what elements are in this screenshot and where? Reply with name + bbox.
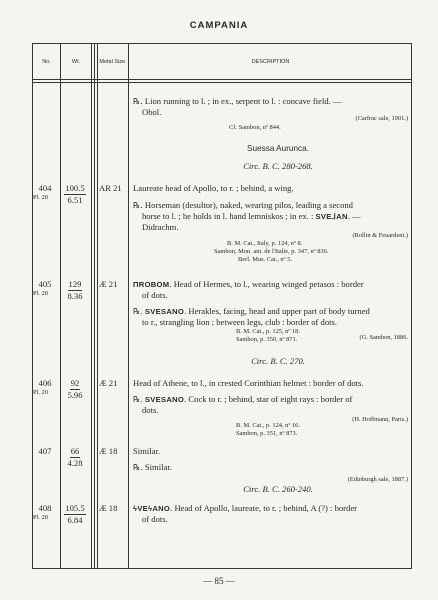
text: Horseman (desultor), naked, wearing pilos, leading a second [144, 200, 353, 210]
entry-404-ref-1: B. M. Cat., Italy, p. 124, nº 8. [227, 240, 303, 247]
weight-grains: 92 [70, 378, 80, 388]
entry-404-obverse: Laureate head of Apollo, to r. ; behind, a wing. [133, 183, 294, 193]
entry-406-plate: Pl. 20 [33, 389, 48, 396]
col-rule [97, 44, 98, 568]
header-rule [33, 79, 411, 83]
entry-404-no: 404 [38, 183, 52, 193]
reverse-mark: ℞. [133, 307, 143, 316]
entry-406-ref-2: Sambon, p. 351, nº 873. [236, 430, 298, 437]
legend: SVESANO [144, 395, 185, 404]
entry-404-reverse-line1 [133, 200, 353, 211]
weight-grains: 66 [70, 446, 80, 456]
entry-408-weight-grams: 6.84 [67, 515, 83, 525]
entry-404-ref-3: Berl. Mus. Cat., nº 5. [238, 256, 292, 263]
entry-406-weight [61, 378, 89, 390]
entry-404-metal: AR 21 [99, 183, 122, 193]
weight-grains: 129 [68, 279, 82, 289]
entry-407-weight-grams: 4.28 [67, 458, 83, 468]
entry-405-plate: Pl. 20 [33, 290, 48, 297]
entry-404-reverse-line2 [142, 211, 361, 222]
col-header-metal: Metal Size. [99, 58, 127, 65]
entry-404-source: (Rollin & Feuardent.) [352, 232, 408, 239]
entry-404-weight-grams: 6.51 [67, 195, 83, 205]
entry-405-reverse-line1 [133, 306, 370, 317]
entry-406-reverse-line2: dots. [142, 405, 159, 415]
continuation-reverse-line1 [133, 96, 342, 107]
continuation-source: (Carfrac sale, 1901.) [355, 115, 408, 122]
entry-405-source: (G. Sambon, 1886. [359, 334, 408, 341]
date-heading-3: Circ. B. C. 260-240. [243, 484, 313, 494]
entry-407-metal: Æ 18 [99, 446, 118, 456]
legend: SVE⅃AN [315, 212, 348, 221]
entry-406-weight-grams: 5.96 [67, 390, 83, 400]
entry-404-plate: Pl. 20 [33, 194, 48, 201]
col-header-wt: Wt. [71, 58, 81, 65]
entry-405-reverse-line2: to r., strangling lion ; between legs, club : border of dots. [142, 317, 337, 327]
legend: SVESANO [144, 307, 185, 316]
col-header-description: DESCRIPTION [251, 58, 290, 65]
entry-408-metal: Æ 18 [99, 503, 118, 513]
entry-407-reverse [133, 462, 172, 473]
entry-405-weight [61, 279, 89, 291]
entry-407-no: 407 [38, 446, 52, 456]
entry-408-plate: Pl. 20 [33, 514, 48, 521]
mint-heading: Suessa Aurunca. [247, 144, 309, 153]
entry-404-reverse-line3: Didrachm. [142, 222, 179, 232]
entry-406-reverse-line1 [133, 394, 352, 405]
legend: ϟVEϟANO [133, 504, 171, 513]
reverse-mark: ℞. [133, 463, 143, 472]
entry-407-source: (Edinburgh sale, 1887.) [347, 476, 408, 483]
reverse-mark: ℞. [133, 97, 143, 106]
entry-405-metal: Æ 21 [99, 279, 118, 289]
entry-406-metal: Æ 21 [99, 378, 118, 388]
entry-405-obverse-line1 [133, 279, 364, 290]
entry-405-no: 405 [38, 279, 52, 289]
legend: ΠROBOM [133, 280, 170, 289]
col-rule [60, 44, 61, 568]
entry-406-ref-1: B. M. Cat., p. 124, nº 16. [236, 422, 300, 429]
text: . — [347, 211, 361, 221]
entry-404-ref-2: Sambon, Mon. ant. de l'Italie, p. 347, nº 836. [214, 248, 329, 255]
text: . Head of Hermes, to l., wearing winged petasos : border [169, 279, 364, 289]
text: Lion running to l. ; in ex., serpent to l. : concave field. — [144, 96, 342, 106]
entry-406-obverse: Head of Athene, to l., in crested Corinthian helmet : border of dots. [133, 378, 364, 388]
entry-408-obverse-line1 [133, 503, 357, 514]
entry-405-weight-grams: 8.36 [67, 291, 83, 301]
col-header-no: No. [42, 58, 51, 65]
reverse-mark: ℞. [133, 395, 143, 404]
entry-406-no: 406 [38, 378, 52, 388]
folio: — 85 — [203, 576, 235, 586]
entry-407-obverse: Similar. [133, 446, 160, 456]
running-head: CAMPANIA [189, 20, 249, 31]
entry-405-ref-1: B. M. Cat., p. 125, nº 18. [236, 328, 300, 335]
text: . Cock to r. ; behind, star of eight rays : border of [184, 394, 353, 404]
text: . Head of Apollo, laureate, to r. ; behind, A (?) : border [170, 503, 358, 513]
date-heading-2: Circ. B. C. 270. [251, 356, 305, 366]
entry-405-ref-2: Sambon, p. 350, nº 871. [236, 336, 298, 343]
continuation-reverse-line2: Obol. [142, 107, 162, 117]
entry-404-weight [61, 183, 89, 195]
entry-408-no: 408 [38, 503, 52, 513]
entry-408-weight [61, 503, 89, 515]
continuation-reference: Cf. Sambon, nº 844. [229, 124, 281, 131]
reverse-mark: ℞. [133, 201, 143, 210]
weight-grains: 105.5 [65, 503, 85, 513]
col-rule-wt [91, 44, 95, 568]
entry-408-obverse-line2: of dots. [142, 514, 168, 524]
weight-grains: 100.5 [65, 183, 85, 193]
entry-407-weight [61, 446, 89, 458]
date-heading-1: Circ. B. C. 280-268. [243, 161, 313, 171]
entry-405-obverse-line2: of dots. [142, 290, 168, 300]
text: horse to l. ; he holds in l. hand lemniskos ; in ex. : [142, 211, 314, 221]
entry-406-source: (H. Hoffmann, Paris.) [352, 416, 408, 423]
text: . Herakles, facing, head and upper part of body turned [184, 306, 370, 316]
text: Similar. [144, 462, 172, 472]
